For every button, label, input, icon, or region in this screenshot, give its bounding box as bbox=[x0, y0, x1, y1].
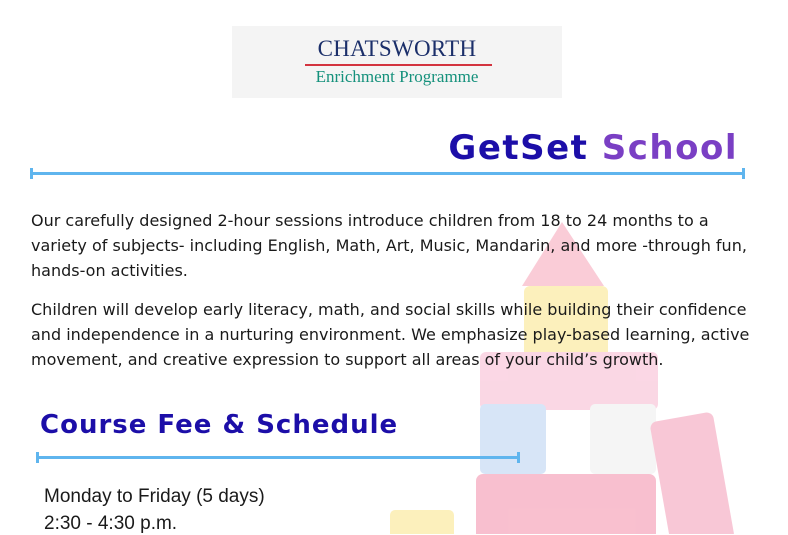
page-title bbox=[0, 128, 738, 168]
fee-schedule-divider bbox=[36, 456, 520, 459]
schedule-time: 2:30 - 4:30 p.m. bbox=[44, 513, 178, 534]
chatsworth-logo bbox=[232, 26, 562, 98]
schedule-days: Monday to Friday (5 days) bbox=[44, 486, 265, 507]
intro-paragraph-1: Our carefully designed 2-hour sessions introduce children from 18 to 24 months to a variety of subjects- including English, Math, Art, Music, Mandarin, and more -through fun, hands-on activities. bbox=[31, 211, 747, 280]
logo-name: CHATSWORTH bbox=[317, 36, 477, 61]
logo-divider bbox=[305, 64, 492, 66]
fee-schedule-heading: Course Fee & Schedule bbox=[40, 410, 399, 440]
intro-paragraph-2: Children will develop early literacy, math, and social skills while building their confidence and independence in a nurturing environment. We emphasize play-based learning, active movement, and creative expression to support all areas of your child’s growth. bbox=[31, 300, 750, 369]
logo-subtitle: Enrichment Programme bbox=[315, 67, 479, 86]
title-divider bbox=[30, 172, 745, 175]
title-part-school: School bbox=[601, 128, 738, 168]
title-part-getset: GetSet bbox=[448, 128, 589, 168]
